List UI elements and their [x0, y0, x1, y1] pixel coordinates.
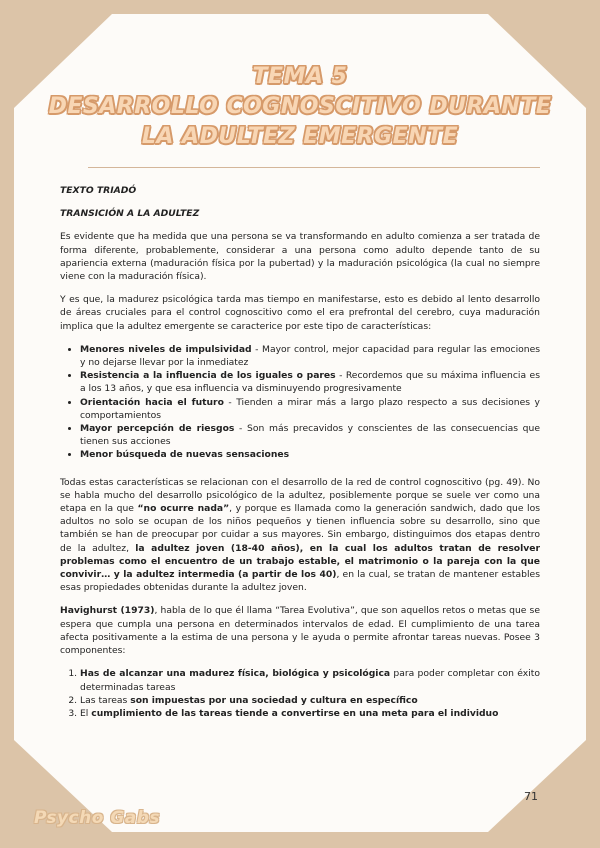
paragraph-4-text: , habla de lo que él llama “Tarea Evolutiva”, que son aquellos retos o metas que se espera que cumpla una persona en determinados intervalos de edad. El cumplimiento de una tarea afecta positivamente a la estima de una persona y le ayuda o permite afrontar tareas nuevas. Posee 3 componentes:: [60, 605, 540, 657]
numbered-item-pre: Las tareas: [80, 694, 131, 706]
list-item-text: - Tienden a mirar más a largo plazo respecto a sus decisiones y comportamientos: [80, 396, 540, 421]
brand-logo: Psycho Gabs: [34, 808, 161, 828]
list-item: [80, 369, 540, 395]
list-item: [80, 422, 540, 448]
list-item-text: - Son más precavidos y conscientes de las consecuencias que tienen sus acciones: [80, 423, 540, 448]
numbered-item-bold: son impuestas por una sociedad y cultura en específico: [130, 694, 418, 706]
numbered-item: [80, 694, 540, 707]
title-line-1: TEMA 5: [252, 64, 348, 89]
paragraph-3-text-1: Todas estas características se relacionan con el desarrollo de la red de control cognoscitivo (pg. 49). No se habla mucho del desarrollo psicológico de la adultez, posiblemente porque se suele ver como una etapa en la que: [60, 476, 540, 515]
document-body: [60, 184, 540, 720]
list-item-text: - Mayor control, mejor capacidad para regular las emociones y no dejarse llevar por la inmediatez: [80, 343, 541, 369]
page-title: [40, 62, 560, 152]
paragraph-3: [60, 476, 540, 595]
list-item: [80, 448, 540, 461]
page-number: 71: [524, 790, 538, 803]
paragraph-3-text-3: , en la cual, se tratan de mantener estables esas propiedades obtenidas durante la adultez joven.: [60, 569, 540, 594]
numbered-item: [80, 667, 540, 693]
list-item-bold: Menor búsqueda de nuevas sensaciones: [80, 449, 290, 461]
paragraph-3-bold-1: “no ocurre nada”: [137, 503, 230, 515]
numbered-item-bold: Has de alcanzar una madurez física, biológica y psicológica: [80, 668, 391, 680]
list-item: [80, 396, 540, 422]
numbered-item-pre: El: [80, 707, 92, 719]
section-subheading: TRANSICIÓN A LA ADULTEZ: [60, 208, 200, 220]
paragraph-4-bold: Havighurst (1973): [60, 605, 155, 617]
section-heading: TEXTO TRIADÓ: [60, 185, 137, 196]
characteristics-list: [60, 343, 540, 462]
list-item-text: - Recordemos que su máxima influencia es a los 13 años, y que esa influencia va disminuyendo progresivamente: [80, 370, 540, 395]
list-item-bold: Mayor percepción de riesgos: [80, 423, 235, 435]
title-divider: [88, 167, 540, 168]
title-line-3: LA ADULTEZ EMERGENTE: [141, 124, 459, 149]
list-item-bold: Resistencia a la influencia de los iguales o pares: [80, 370, 336, 382]
list-item-bold: Menores niveles de impulsividad: [80, 343, 252, 355]
title-line-2: DESARROLLO COGNOSCITIVO DURANTE: [48, 94, 552, 119]
components-list: [60, 667, 540, 720]
paragraph-4: [60, 604, 540, 657]
paragraph-3-text-2: , y porque es llamada como la generación sandwich, dado que los adultos no solo se ocupan de los niños pequeños y tienen influencia sobre su desarrollo, sino que también se han de preocupar por cuidar a sus mayores. Sin embargo, distinguimos dos etapas dentro de la adultez,: [60, 503, 541, 554]
paragraph-3-bold-2: la adultez joven (18-40 años), en la cual los adultos tratan de resolver problemas como el encuentro de un trabajo estable, el matrimonio o la pareja con la que convivir… y la adultez intermedia (a partir de los 40): [60, 542, 541, 581]
numbered-item: [80, 707, 540, 720]
numbered-item-text: para poder completar con éxito determinadas tareas: [80, 668, 540, 693]
list-item-bold: Orientación hacia el futuro: [80, 396, 224, 408]
paragraph-2: Y es que, la madurez psicológica tarda mas tiempo en manifestarse, esto es debido al lento desarrollo de áreas cruciales para el control cognoscitivo como el era prefrontal del cerebro, cuya maduración implica que la adultez emergente se caracterice por este tipo de características:: [60, 294, 540, 332]
paragraph-1: Es evidente que ha medida que una persona se va transformando en adulto comienza a ser tratada de forma diferente, probablemente, considerar a una persona como adulto depende tanto de su apariencia externa (maduración física por la pubertad) y la maduración psicológica (la cual no siempre viene con la maduración física).: [60, 231, 540, 283]
numbered-item-bold: cumplimiento de las tareas tiende a convertirse en una meta para el individuo: [91, 707, 499, 719]
list-item: [80, 343, 540, 369]
